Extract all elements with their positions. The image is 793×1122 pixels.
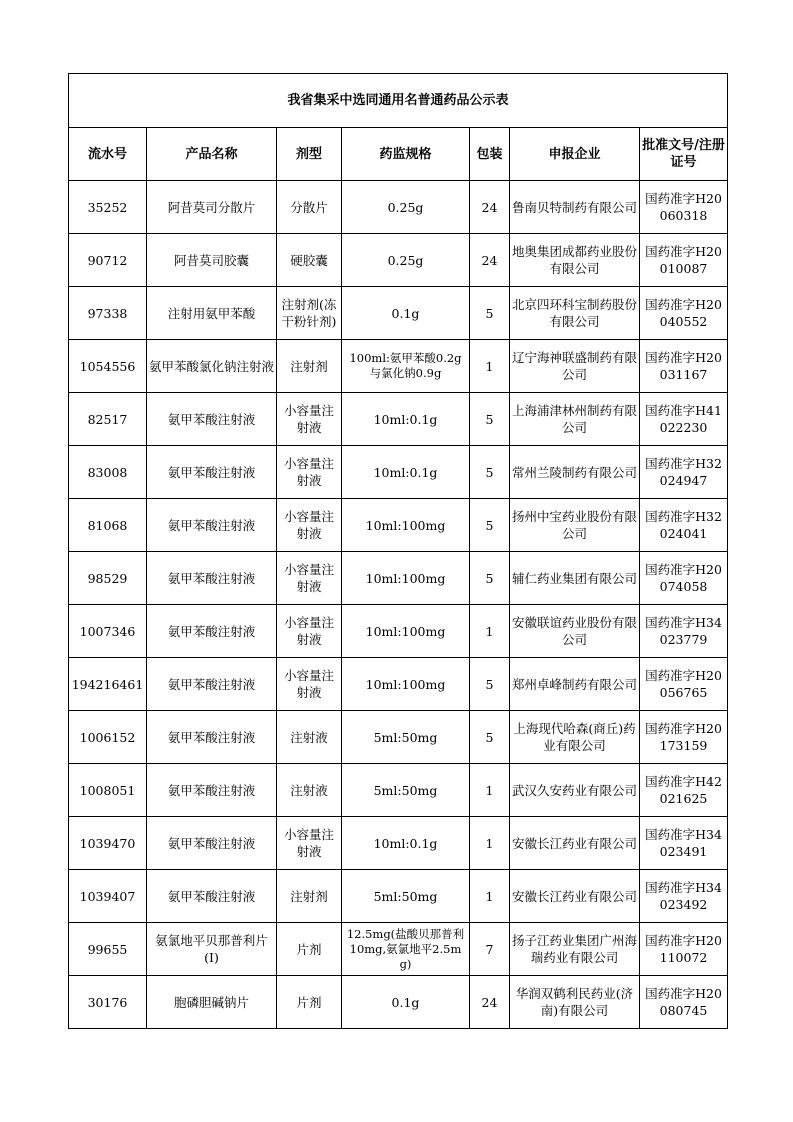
cell-form: 小容量注射液 [277, 393, 342, 446]
table-row [69, 446, 728, 499]
cell-form: 小容量注射液 [277, 499, 342, 552]
cell-company: 上海浦津林州制药有限公司 [510, 393, 640, 446]
cell-spec: 10ml:100mg [342, 499, 470, 552]
cell-pack: 5 [470, 552, 510, 605]
cell-serial: 1007346 [69, 605, 147, 658]
cell-pack: 1 [470, 817, 510, 870]
cell-product: 氨甲苯酸注射液 [147, 605, 277, 658]
cell-company: 武汉久安药业有限公司 [510, 764, 640, 817]
cell-form: 注射剂 [277, 340, 342, 393]
cell-product: 氨甲苯酸注射液 [147, 658, 277, 711]
table-row [69, 658, 728, 711]
cell-serial: 1054556 [69, 340, 147, 393]
cell-serial: 194216461 [69, 658, 147, 711]
cell-company: 安徽联谊药业股份有限公司 [510, 605, 640, 658]
cell-serial: 82517 [69, 393, 147, 446]
table-row [69, 499, 728, 552]
cell-spec: 0.1g [342, 287, 470, 340]
cell-product: 氨甲苯酸注射液 [147, 817, 277, 870]
cell-approval: 国药准字H34023492 [640, 870, 728, 923]
cell-serial: 1039407 [69, 870, 147, 923]
cell-serial: 1039470 [69, 817, 147, 870]
cell-pack: 5 [470, 446, 510, 499]
cell-company: 华润双鹤利民药业(济南)有限公司 [510, 976, 640, 1029]
cell-product: 氨甲苯酸注射液 [147, 870, 277, 923]
table-row [69, 976, 728, 1029]
cell-company: 辽宁海神联盛制药有限公司 [510, 340, 640, 393]
table-row [69, 234, 728, 287]
cell-pack: 24 [470, 976, 510, 1029]
cell-spec: 10ml:100mg [342, 658, 470, 711]
cell-company: 上海现代哈森(商丘)药业有限公司 [510, 711, 640, 764]
cell-serial: 98529 [69, 552, 147, 605]
table-row [69, 870, 728, 923]
cell-company: 扬子江药业集团广州海瑞药业有限公司 [510, 923, 640, 976]
cell-form: 小容量注射液 [277, 552, 342, 605]
cell-company: 郑州卓峰制药有限公司 [510, 658, 640, 711]
cell-spec: 5ml:50mg [342, 870, 470, 923]
table-row [69, 764, 728, 817]
cell-serial: 35252 [69, 181, 147, 234]
column-header-product: 产品名称 [147, 128, 277, 181]
cell-pack: 1 [470, 764, 510, 817]
cell-product: 氨甲苯酸注射液 [147, 552, 277, 605]
cell-spec: 0.25g [342, 234, 470, 287]
cell-form: 片剂 [277, 923, 342, 976]
cell-form: 小容量注射液 [277, 817, 342, 870]
cell-pack: 1 [470, 605, 510, 658]
cell-pack: 5 [470, 393, 510, 446]
drug-announcement-table [68, 73, 728, 1029]
cell-approval: 国药准字H20074058 [640, 552, 728, 605]
cell-spec: 5ml:50mg [342, 711, 470, 764]
table-row [69, 711, 728, 764]
cell-form: 硬胶囊 [277, 234, 342, 287]
cell-company: 常州兰陵制药有限公司 [510, 446, 640, 499]
cell-approval: 国药准字H32024041 [640, 499, 728, 552]
cell-product: 氨甲苯酸注射液 [147, 711, 277, 764]
cell-pack: 1 [470, 870, 510, 923]
cell-approval: 国药准字H41022230 [640, 393, 728, 446]
cell-form: 小容量注射液 [277, 446, 342, 499]
cell-product: 注射用氨甲苯酸 [147, 287, 277, 340]
table-row [69, 552, 728, 605]
cell-product: 胞磷胆碱钠片 [147, 976, 277, 1029]
cell-company: 鲁南贝特制药有限公司 [510, 181, 640, 234]
column-header-company: 申报企业 [510, 128, 640, 181]
cell-approval: 国药准字H20080745 [640, 976, 728, 1029]
cell-form: 小容量注射液 [277, 658, 342, 711]
table-row [69, 340, 728, 393]
cell-approval: 国药准字H34023779 [640, 605, 728, 658]
cell-spec: 12.5mg(盐酸贝那普利10mg,氨氯地平2.5mg) [342, 923, 470, 976]
cell-product: 氨氯地平贝那普利片(Ⅰ) [147, 923, 277, 976]
cell-pack: 5 [470, 711, 510, 764]
cell-form: 分散片 [277, 181, 342, 234]
cell-spec: 10ml:0.1g [342, 446, 470, 499]
table-row [69, 817, 728, 870]
cell-product: 阿昔莫司分散片 [147, 181, 277, 234]
cell-company: 辅仁药业集团有限公司 [510, 552, 640, 605]
cell-approval: 国药准字H20110072 [640, 923, 728, 976]
page-title: 我省集采中选同通用名普通药品公示表 [69, 74, 728, 128]
cell-approval: 国药准字H34023491 [640, 817, 728, 870]
column-header-spec: 药监规格 [342, 128, 470, 181]
cell-form: 注射液 [277, 711, 342, 764]
cell-form: 注射剂 [277, 870, 342, 923]
cell-product: 氨甲苯酸注射液 [147, 499, 277, 552]
cell-pack: 24 [470, 181, 510, 234]
cell-pack: 24 [470, 234, 510, 287]
cell-serial: 1008051 [69, 764, 147, 817]
cell-approval: 国药准字H20173159 [640, 711, 728, 764]
cell-approval: 国药准字H20040552 [640, 287, 728, 340]
cell-product: 阿昔莫司胶囊 [147, 234, 277, 287]
cell-form: 片剂 [277, 976, 342, 1029]
table-row [69, 923, 728, 976]
cell-product: 氨甲苯酸注射液 [147, 764, 277, 817]
cell-spec: 5ml:50mg [342, 764, 470, 817]
cell-approval: 国药准字H20060318 [640, 181, 728, 234]
column-header-serial: 流水号 [69, 128, 147, 181]
table-row [69, 181, 728, 234]
cell-serial: 81068 [69, 499, 147, 552]
cell-serial: 90712 [69, 234, 147, 287]
cell-spec: 0.1g [342, 976, 470, 1029]
cell-serial: 83008 [69, 446, 147, 499]
column-header-pack: 包装 [470, 128, 510, 181]
cell-spec: 10ml:0.1g [342, 393, 470, 446]
cell-spec: 10ml:0.1g [342, 817, 470, 870]
cell-approval: 国药准字H20031167 [640, 340, 728, 393]
cell-approval: 国药准字H42021625 [640, 764, 728, 817]
cell-pack: 5 [470, 287, 510, 340]
cell-company: 北京四环科宝制药股份有限公司 [510, 287, 640, 340]
header-row [69, 128, 728, 181]
table-row [69, 287, 728, 340]
table-row [69, 393, 728, 446]
cell-serial: 1006152 [69, 711, 147, 764]
cell-spec: 0.25g [342, 181, 470, 234]
cell-product: 氨甲苯酸注射液 [147, 393, 277, 446]
cell-product: 氨甲苯酸注射液 [147, 446, 277, 499]
column-header-approval: 批准文号/注册证号 [640, 128, 728, 181]
cell-form: 小容量注射液 [277, 605, 342, 658]
cell-form: 注射液 [277, 764, 342, 817]
cell-pack: 7 [470, 923, 510, 976]
cell-approval: 国药准字H32024947 [640, 446, 728, 499]
cell-serial: 97338 [69, 287, 147, 340]
cell-company: 地奥集团成都药业股份有限公司 [510, 234, 640, 287]
cell-approval: 国药准字H20056765 [640, 658, 728, 711]
table-row [69, 605, 728, 658]
cell-product: 氨甲苯酸氯化钠注射液 [147, 340, 277, 393]
cell-company: 扬州中宝药业股份有限公司 [510, 499, 640, 552]
cell-serial: 99655 [69, 923, 147, 976]
cell-pack: 1 [470, 340, 510, 393]
cell-serial: 30176 [69, 976, 147, 1029]
cell-form: 注射剂(冻干粉针剂) [277, 287, 342, 340]
cell-company: 安徽长江药业有限公司 [510, 817, 640, 870]
cell-company: 安徽长江药业有限公司 [510, 870, 640, 923]
column-header-form: 剂型 [277, 128, 342, 181]
cell-spec: 10ml:100mg [342, 552, 470, 605]
cell-approval: 国药准字H20010087 [640, 234, 728, 287]
cell-pack: 5 [470, 499, 510, 552]
cell-spec: 100ml:氨甲苯酸0.2g与氯化钠0.9g [342, 340, 470, 393]
cell-spec: 10ml:100mg [342, 605, 470, 658]
cell-pack: 5 [470, 658, 510, 711]
